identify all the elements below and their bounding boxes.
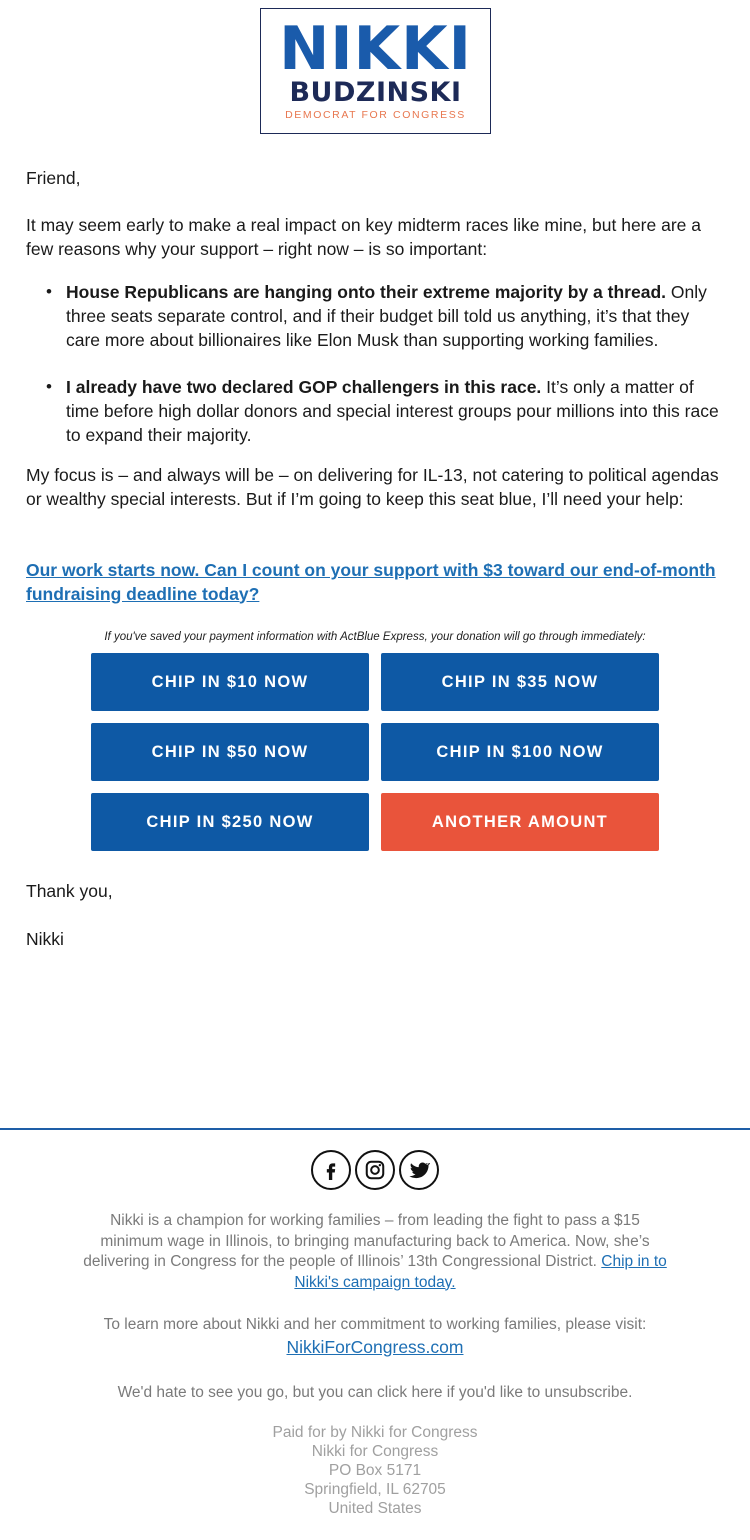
footer-about	[80, 1211, 670, 1293]
greeting: Friend,	[26, 168, 81, 188]
list-item-bold: I already have two declared GOP challengers in this race.	[66, 377, 542, 397]
focus-paragraph: My focus is – and always will be – on delivering for IL-13, not catering to political agendas or wealthy special interests. But if I’m going to keep this seat blue, I’ll need your help:	[26, 465, 719, 509]
campaign-logo	[260, 8, 491, 134]
address-line: Nikki for Congress	[311, 1443, 439, 1460]
chip-in-footer-link[interactable]: Chip in to Nikki's campaign today.	[294, 1253, 667, 1291]
website-link[interactable]: NikkiForCongress.com	[286, 1337, 464, 1357]
logo-name-top: NIKKI	[279, 14, 472, 84]
address-line: PO Box 5171	[328, 1462, 422, 1479]
twitter-icon[interactable]	[399, 1150, 439, 1190]
intro-paragraph: It may seem early to make a real impact on key midterm races like mine, but here are a few reasons why your support – right now – is so important:	[26, 215, 701, 259]
list-item-text: Only three seats separate control, and if their budget bill told us anything, it’s that they care more about billionaires like Elon Musk than supporting working families.	[66, 282, 707, 350]
chip-in-100-button[interactable]: CHIP IN $100 NOW	[381, 723, 659, 781]
donate-cta-link[interactable]: Our work starts now. Can I count on your support with $3 toward our end-of-month fundraising deadline today?	[26, 560, 716, 604]
unsubscribe-link[interactable]: We'd hate to see you go, but you can click here if you'd like to unsubscribe.	[117, 1384, 633, 1401]
signature: Nikki	[26, 929, 64, 949]
address-line: United States	[328, 1500, 422, 1517]
address-line: Springfield, IL 62705	[304, 1481, 446, 1498]
closing-thanks: Thank you,	[26, 881, 113, 901]
logo-subtitle: DEMOCRAT FOR CONGRESS	[285, 109, 466, 121]
actblue-note: If you've saved your payment information with ActBlue Express, your donation will go through immediately:	[104, 631, 646, 643]
another-amount-button[interactable]: ANOTHER AMOUNT	[381, 793, 659, 851]
list-item-text: It’s only a matter of time before high dollar donors and special interest groups pour millions into this race to expand their majority.	[66, 377, 719, 445]
chip-in-10-button[interactable]: CHIP IN $10 NOW	[91, 653, 369, 711]
chip-in-250-button[interactable]: CHIP IN $250 NOW	[91, 793, 369, 851]
list-item	[26, 280, 726, 352]
footer-divider	[0, 1128, 750, 1130]
chip-in-50-button[interactable]: CHIP IN $50 NOW	[91, 723, 369, 781]
chip-in-35-button[interactable]: CHIP IN $35 NOW	[381, 653, 659, 711]
facebook-icon[interactable]	[311, 1150, 351, 1190]
address-line: Paid for by Nikki for Congress	[272, 1424, 478, 1441]
logo-name-bottom: BUDZINSKI	[289, 77, 462, 108]
list-item	[26, 375, 726, 447]
list-item-bold: House Republicans are hanging onto their extreme majority by a thread.	[66, 282, 666, 302]
instagram-icon[interactable]	[355, 1150, 395, 1190]
reasons-list	[26, 280, 726, 470]
footer-about-text: Nikki is a champion for working families – from leading the fight to pass a $15 minimum wage in Illinois, to bringing manufacturing back to America. Now, she’s delivering in Congress for the people of Illinois’ 13th Congressional District.	[83, 1212, 650, 1270]
footer-learn-more: To learn more about Nikki and her commitment to working families, please visit:	[103, 1316, 647, 1333]
